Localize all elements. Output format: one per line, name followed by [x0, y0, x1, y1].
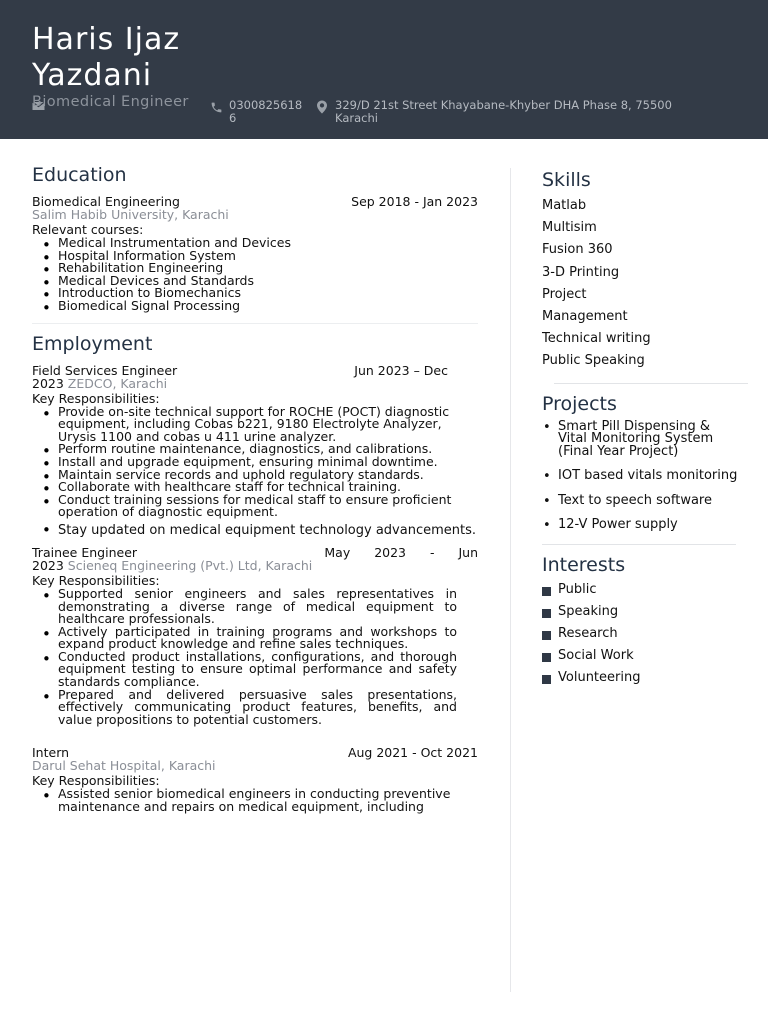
- skills-section: [542, 168, 742, 373]
- responsibilities-label: Key Responsibilities:: [32, 572, 160, 588]
- job-org: ZEDCO, Karachi: [67, 375, 168, 391]
- job-role: Trainee Engineer: [32, 544, 138, 560]
- section-divider: [32, 323, 478, 324]
- list-item: • Hospital Information System: [58, 250, 478, 263]
- job-dates-continued: 2023: [32, 375, 64, 391]
- list-item: • IOT based vitals monitoring: [558, 470, 742, 483]
- school-name: Salim Habib University, Karachi: [32, 207, 229, 222]
- list-item: • Conduct training sessions for medical staff to ensure proficient operation of diagnostic equipment.: [58, 494, 478, 519]
- list-item: • Biomedical Signal Processing: [58, 300, 478, 313]
- interest-item: Social Work: [542, 645, 742, 667]
- job-dates-continued-line: [32, 377, 478, 390]
- skills-heading: Skills: [542, 169, 591, 191]
- projects-heading: Projects: [542, 392, 617, 415]
- job-title: Biomedical Engineer: [32, 94, 189, 110]
- projects-section: [542, 392, 742, 532]
- job-dates: Aug 2021 - Oct 2021: [347, 745, 478, 761]
- list-item: • Smart Pill Dispensing & Vital Monitoring System (Final Year Project): [558, 421, 742, 459]
- job-org: Scieneq Engineering (Pvt.) Ltd, Karachi: [67, 557, 313, 573]
- job-entry: [32, 546, 478, 727]
- job-role: Field Services Engineer: [32, 362, 178, 378]
- skill-item: Public Speaking: [542, 353, 645, 369]
- list-item: • Maintain service records and uphold regulatory standards.: [58, 469, 478, 482]
- list-item: • Conducted product installations, configurations, and thorough equipment testing to ensure optimal performance and safety standards compliance.: [58, 651, 457, 689]
- job-role: Intern: [32, 745, 70, 761]
- job-dates-continued: 2023: [32, 557, 64, 573]
- employment-section: [32, 332, 478, 814]
- skill-item: Multisim: [542, 220, 597, 236]
- job-dates-continued-line: [32, 559, 478, 572]
- list-item: • Medical Devices and Standards: [58, 275, 478, 288]
- education-section: [32, 163, 478, 313]
- list-item: • Perform routine maintenance, diagnostics, and calibrations.: [58, 443, 478, 456]
- main-column: [32, 163, 478, 814]
- skill-item: Management: [542, 309, 628, 325]
- section-divider: [554, 383, 748, 384]
- list-item: • Assisted senior biomedical engineers in conducting preventive maintenance and repairs on medical equipment, including: [58, 788, 478, 813]
- degree: Biomedical Engineering: [32, 194, 180, 209]
- list-item: • Text to speech software: [558, 495, 742, 508]
- education-heading: Education: [32, 164, 127, 186]
- list-item: • Rehabilitation Engineering: [58, 262, 478, 275]
- list-item: • Medical Instrumentation and Devices: [58, 237, 478, 250]
- skill-item: Technical writing: [542, 331, 651, 347]
- list-item: • Stay updated on medical equipment technology advancements.: [58, 522, 478, 540]
- responsibilities-label: Key Responsibilities:: [32, 773, 160, 789]
- responsibility-list: [32, 403, 478, 540]
- courses-label: Relevant courses:: [32, 222, 144, 237]
- job-dates: May 2023 - Jun: [324, 544, 478, 560]
- list-item: • 12-V Power supply: [558, 519, 742, 532]
- job-org: Darul Sehat Hospital, Karachi: [32, 758, 216, 774]
- phone-number: 0300825618 6: [229, 98, 303, 125]
- skill-item: Project: [542, 286, 587, 302]
- phone-icon: [210, 101, 223, 114]
- interest-item: Volunteering: [542, 667, 742, 689]
- interest-item: Speaking: [542, 601, 742, 623]
- list-item: • Collaborate with healthcare staff for technical training.: [58, 481, 478, 494]
- project-list: [542, 418, 742, 533]
- interests-heading: Interests: [542, 553, 626, 576]
- list-item: • Prepared and delivered persuasive sales presentations, effectively communicating product features, benefits, and value propositions to potential customers.: [58, 689, 457, 727]
- skill-item: 3-D Printing: [542, 264, 620, 280]
- list-item: • Actively participated in training programs and workshops to expand product knowledge and refine sales techniques.: [58, 626, 457, 651]
- address: 329/D 21st Street Khayabane-Khyber DHA Phase 8, 75500 Karachi: [335, 98, 672, 125]
- interest-item: Public: [542, 579, 742, 601]
- responsibility-list: [32, 788, 478, 813]
- interests-section: [542, 553, 742, 690]
- section-divider: [542, 544, 736, 545]
- list-item: • Supported senior engineers and sales representatives in demonstrating a diverse range of medical equipment to healthcare professionals.: [58, 588, 457, 626]
- list-item: • Provide on-site technical support for ROCHE (POCT) diagnostic equipment, including Cobas b221, 9180 Electrolyte Analyzer, Urysis 1100 and cobas u 411 urine analyzer.: [58, 406, 478, 444]
- responsibility-list: [32, 585, 457, 727]
- column-divider: [510, 168, 511, 992]
- responsibilities-label: Key Responsibilities:: [32, 390, 160, 406]
- job-entry: [32, 746, 478, 813]
- job-dates: Jun 2023 – Dec: [354, 362, 448, 378]
- location-pin-icon: [316, 100, 328, 114]
- candidate-name: Haris Ijaz Yazdani: [32, 22, 181, 93]
- education-dates: Sep 2018 - Jan 2023: [351, 194, 478, 209]
- job-entry: [32, 364, 478, 540]
- skill-item: Fusion 360: [542, 242, 613, 258]
- sidebar-column: [542, 168, 742, 690]
- employment-heading: Employment: [32, 332, 153, 355]
- list-item: • Install and upgrade equipment, ensuring minimal downtime.: [58, 456, 478, 469]
- skill-item: Matlab: [542, 198, 587, 213]
- list-item: • Introduction to Biomechanics: [58, 287, 478, 300]
- interest-item: Research: [542, 623, 742, 645]
- course-list: [32, 237, 478, 313]
- resume-header: [0, 0, 768, 139]
